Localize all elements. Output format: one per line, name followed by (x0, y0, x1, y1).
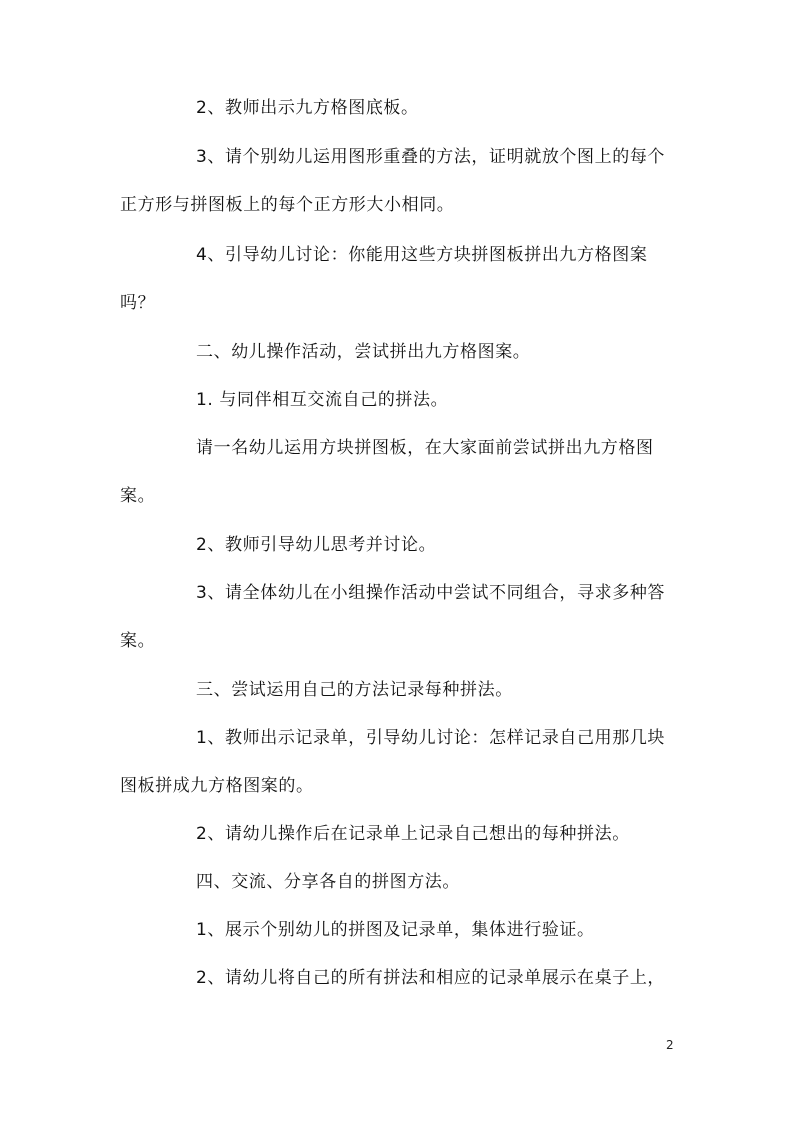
paragraph: 2、教师引导幼儿思考并讨论。 (196, 535, 437, 555)
paragraph: 4、引导幼儿讨论：你能用这些方块拼图板拼出九方格图案吗？ (120, 245, 648, 313)
paragraph: 2、请幼儿操作后在记录单上记录自己想出的每种拼法。 (196, 824, 630, 844)
section-heading: 四、交流、分享各自的拼图方法。 (196, 872, 460, 892)
paragraph: 1、展示个别幼儿的拼图及记录单，集体进行验证。 (196, 920, 595, 940)
paragraph: 3、请全体幼儿在小组操作活动中尝试不同组合，寻求多种答案。 (120, 583, 666, 651)
paragraph: 1、教师出示记录单，引导幼儿讨论：怎样记录自己用那几块图板拼成九方格图案的。 (120, 728, 666, 796)
paragraph: 1. 与同伴相互交流自己的拼法。 (196, 390, 449, 410)
section-heading: 二、幼儿操作活动，尝试拼出九方格图案。 (196, 342, 531, 362)
page-number: 2 (666, 1038, 674, 1052)
paragraph: 3、请个别幼儿运用图形重叠的方法，证明就放个图上的每个正方形与拼图板上的每个正方形大小相同。 (120, 147, 666, 215)
section-heading: 三、尝试运用自己的方法记录每种拼法。 (196, 680, 513, 700)
paragraph: 请一名幼儿运用方块拼图板，在大家面前尝试拼出九方格图案。 (120, 438, 654, 506)
paragraph: 2、请幼儿将自己的所有拼法和相应的记录单展示在桌子上， (196, 968, 666, 988)
paragraph: 2、教师出示九方格图底板。 (196, 98, 419, 118)
